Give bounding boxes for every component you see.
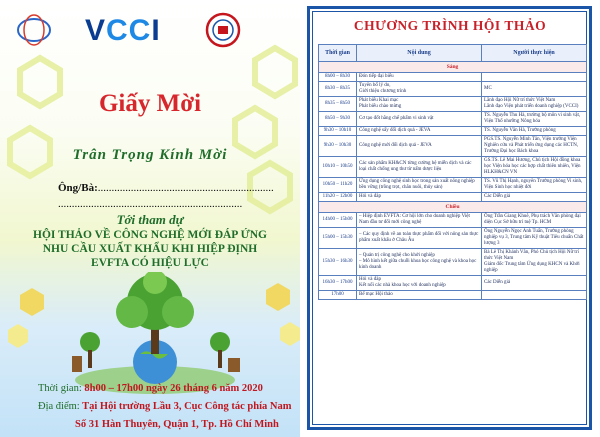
table-row: [319, 249, 587, 276]
cell-time: 9h30 – 10h10: [319, 127, 357, 136]
attend-label: Tới tham dự: [116, 212, 184, 227]
cell-time: 8h50 – 9h30: [319, 112, 357, 127]
table-row: [319, 157, 587, 178]
section-label: Chiều: [319, 202, 587, 213]
cell-content: – Quản trị công nghệ cho khởi nghiệp – Mô hình kết giữa chuỗi khoa học công nghệ và khoa học kinh doanh: [357, 249, 482, 276]
place-value: Tại Hội trường Lầu 3, Cục Công tác phía Nam: [82, 401, 292, 412]
table-row: [319, 193, 587, 202]
cell-presenter: Bà Lê Thị Khánh Vân, Phó Chủ tịch Hội Nữ trí thức Việt Nam Giám đốc Trung tâm Ứng dụng KHCN và Khởi nghiệp: [482, 249, 587, 276]
cell-time: 9h30 – 10h30: [319, 136, 357, 157]
time-label: Thời gian:: [38, 383, 82, 394]
cell-time: 17h00: [319, 291, 357, 300]
event-place: [38, 401, 291, 412]
cell-time: 8h00 – 8h30: [319, 73, 357, 82]
cell-time: 16h30 – 17h00: [319, 276, 357, 291]
cell-time: 8h30 – 8h35: [319, 82, 357, 97]
headline-line: NHU CẦU XUẤT KHẨU KHI HIỆP ĐỊNH: [42, 243, 258, 255]
program-panel: [300, 0, 600, 437]
cell-content: Hỏi và đáp: [357, 193, 482, 202]
program-body: [319, 62, 587, 300]
time-value: 8h00 – 17h00 ngày 26 tháng 6 năm 2020: [84, 383, 263, 394]
cell-content: – Các quy định về an toàn thực phẩm đối với nông sản thực phẩm xuất khẩu ở Châu Âu: [357, 228, 482, 249]
cell-content: Đón tiếp đại biểu: [357, 73, 482, 82]
cell-presenter: TS. Nguyễn Thu Hà, trường bộ môn vi sinh vật, Viện Thổ nhưỡng Nông hóa: [482, 112, 587, 127]
table-row: [319, 97, 587, 112]
cell-content: Hỏi và đáp Kết nối các nhà khoa học với doanh nghiệp: [357, 276, 482, 291]
cell-content: Cơ tạo đốt hằng chế phẩm vi sinh vật: [357, 112, 482, 127]
place-label: Địa điểm:: [38, 401, 80, 412]
cell-presenter: TS. Nguyễn Văn Hà, Trưởng phòng: [482, 127, 587, 136]
cell-presenter: Ông Nguyễn Ngọc Anh Tuấn, Trưởng phòng nghiệp vụ 3, Trung tâm Kỹ thuật Tiêu chuẩn Chất lượng 3: [482, 228, 587, 249]
cell-presenter: Lãnh đạo Hội Nữ trí thức Việt Nam Lãnh đạo Viện phát triển doanh nghiệp (VCCI): [482, 97, 587, 112]
cell-content: Các sản phẩm KH&CN từng cường hệ miễn dịch và các loại chất chống ung thư từ nấm dược liệu: [357, 157, 482, 178]
vcci-logo: VCCI: [85, 14, 161, 47]
program-title: CHƯƠNG TRÌNH HỘI THẢO: [353, 18, 547, 33]
addressee-dots: ................................................................: [97, 182, 274, 194]
event-headline: [20, 228, 280, 270]
cell-presenter: TS. Vũ Thị Hạnh, nguyên Trưởng phòng Vi sinh, Viện Sinh học nhiệt đới: [482, 178, 587, 193]
section-row: [319, 202, 587, 213]
table-row: [319, 127, 587, 136]
cell-content: Công nghệ mới đối dịch quả - JEVA: [357, 136, 482, 157]
dotted-line: ...................................................................: [58, 198, 243, 210]
cell-content: Công nghệ sấy đối dịch quả - JEVA: [357, 127, 482, 136]
addressee-line: [58, 182, 274, 194]
event-address: Số 31 Hàn Thuyên, Quận 1, Tp. Hồ Chí Minh: [75, 419, 279, 430]
addressee-label: Ông/Bà:: [58, 182, 98, 194]
sts-logo-icon: [16, 12, 52, 48]
cell-presenter: Các Diễn giả: [482, 193, 587, 202]
header-content: Nội dung: [357, 45, 482, 62]
cell-time: 10h10 – 10h50: [319, 157, 357, 178]
cell-presenter: Các Diễn giả: [482, 276, 587, 291]
table-row: [319, 73, 587, 82]
cell-presenter: Ông Trần Giang Khuê, Phụ trách Văn phòng đại diện Cục Sở hữu trí tuệ Tp. HCM: [482, 213, 587, 228]
cell-presenter: [482, 291, 587, 300]
cell-presenter: [482, 73, 587, 82]
table-row: [319, 291, 587, 300]
header-presenter: Người thực hiện: [482, 45, 587, 62]
table-header-row: [319, 45, 587, 62]
header-time: Thời gian: [319, 45, 357, 62]
association-logo-icon: [205, 12, 241, 48]
headline-line: EVFTA CÓ HIỆU LỰC: [91, 257, 209, 269]
section-row: [319, 62, 587, 73]
cell-time: 15h00 – 15h30: [319, 228, 357, 249]
cell-time: 10h50 – 11h20: [319, 178, 357, 193]
event-time: [38, 383, 263, 394]
cell-time: 11h20 – 12h00: [319, 193, 357, 202]
greeting: Trân Trọng Kính Mời: [72, 147, 228, 163]
cell-presenter: PGS.TS. Nguyễn Minh Tân, Viện trưởng Viện Nghiên cứu và Phát triển ứng dụng các HCTN, Trường Đại học Bách khoa: [482, 136, 587, 157]
table-row: [319, 276, 587, 291]
cell-content: Bế mạc Hội thảo: [357, 291, 482, 300]
cell-time: 14h00 – 15h00: [319, 213, 357, 228]
table-row: [319, 82, 587, 97]
table-row: [319, 213, 587, 228]
table-row: [319, 178, 587, 193]
table-row: [319, 112, 587, 127]
logo-row: [0, 8, 300, 58]
table-row: [319, 136, 587, 157]
section-label: Sáng: [319, 62, 587, 73]
cell-content: Ứng dụng công nghệ sinh học trong sản xuất nông nghiệp bền vững (trồng trọt, chăn nuôi, thủy sản): [357, 178, 482, 193]
invitation-title: Giấy Mời: [98, 90, 202, 117]
cell-time: 8h35 – 8h50: [319, 97, 357, 112]
cell-content: Tuyên bố lý do, Giới thiệu chương trình: [357, 82, 482, 97]
headline-line: HỘI THẢO VỀ CÔNG NGHỆ MỚI ĐÁP ỨNG: [33, 229, 267, 241]
program-table: [318, 44, 587, 300]
cell-presenter: GS.TS. Lê Mai Hương, Chủ tịch Hội đồng khoa học Viện hóa học các hợp chất thiên nhiên, Viện HLKH&CN VN: [482, 157, 587, 178]
cell-content: – Hiệp định EVFTA: Cơ hội lớn cho doanh nghiệp Việt Nam đầu tư đổi mới công nghệ: [357, 213, 482, 228]
cell-presenter: MC: [482, 82, 587, 97]
cell-content: Phát biểu Khai mạc Phát biểu chào mừng: [357, 97, 482, 112]
cell-time: 15h30 – 16h30: [319, 249, 357, 276]
table-row: [319, 228, 587, 249]
